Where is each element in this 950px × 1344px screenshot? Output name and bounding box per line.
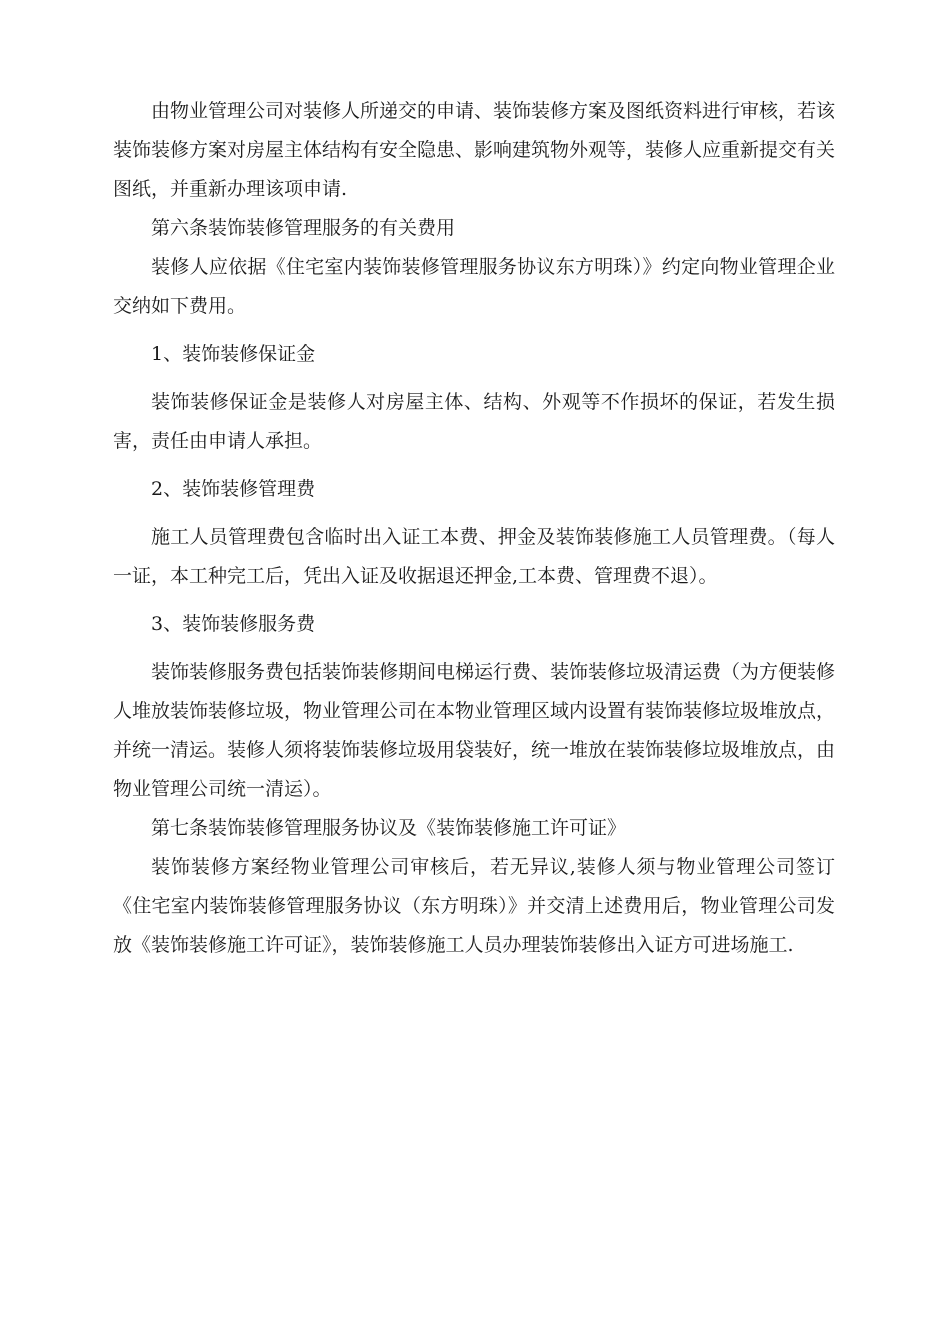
heading-management-fee: 2、装饰装修管理费: [151, 478, 316, 500]
paragraph-management-fee: 施工人员管理费包含临时出入证工本费、押金及装饰装修施工人员管理费。（每人一证，本工种完工后，凭出入证及收据退还押金,工本费、管理费不退）。: [113, 526, 835, 587]
paragraph-deposit: 装饰装修保证金是装修人对房屋主体、结构、外观等不作损坏的保证，若发生损害，责任由申请人承担。: [113, 391, 835, 452]
heading-article-six: 第六条装饰装修管理服务的有关费用: [151, 217, 456, 239]
document-body: [113, 92, 835, 965]
heading-article-seven: 第七条装饰装修管理服务协议及《装饰装修施工许可证》: [151, 817, 627, 839]
paragraph-review-application: 由物业管理公司对装修人所递交的申请、装饰装修方案及图纸资料进行审核，若该装饰装修方案对房屋主体结构有安全隐患、影响建筑物外观等，装修人应重新提交有关图纸，并重新办理该项申请.: [113, 100, 836, 200]
heading-service-fee: 3、装饰装修服务费: [151, 613, 316, 635]
paragraph-permit: 装饰装修方案经物业管理公司审核后，若无异议,装修人须与物业管理公司签订《住宅室内装饰装修管理服务协议（东方明珠）》并交清上述费用后，物业管理公司发放《装饰装修施工许可证》，装饰装修施工人员办理装饰装修出入证方可进场施工.: [113, 856, 835, 956]
paragraph-service-fee: 装饰装修服务费包括装饰装修期间电梯运行费、装饰装修垃圾清运费（为方便装修人堆放装饰装修垃圾，物业管理公司在本物业管理区域内设置有装饰装修垃圾堆放点，并统一清运。装修人须将装饰装修垃圾用袋装好，统一堆放在装饰装修垃圾堆放点，由物业管理公司统一清运）。: [113, 661, 836, 800]
paragraph-fees-intro: 装修人应依据《住宅室内装饰装修管理服务协议东方明珠）》约定向物业管理企业交纳如下费用。: [113, 256, 835, 317]
heading-deposit: 1、装饰装修保证金: [151, 343, 316, 365]
